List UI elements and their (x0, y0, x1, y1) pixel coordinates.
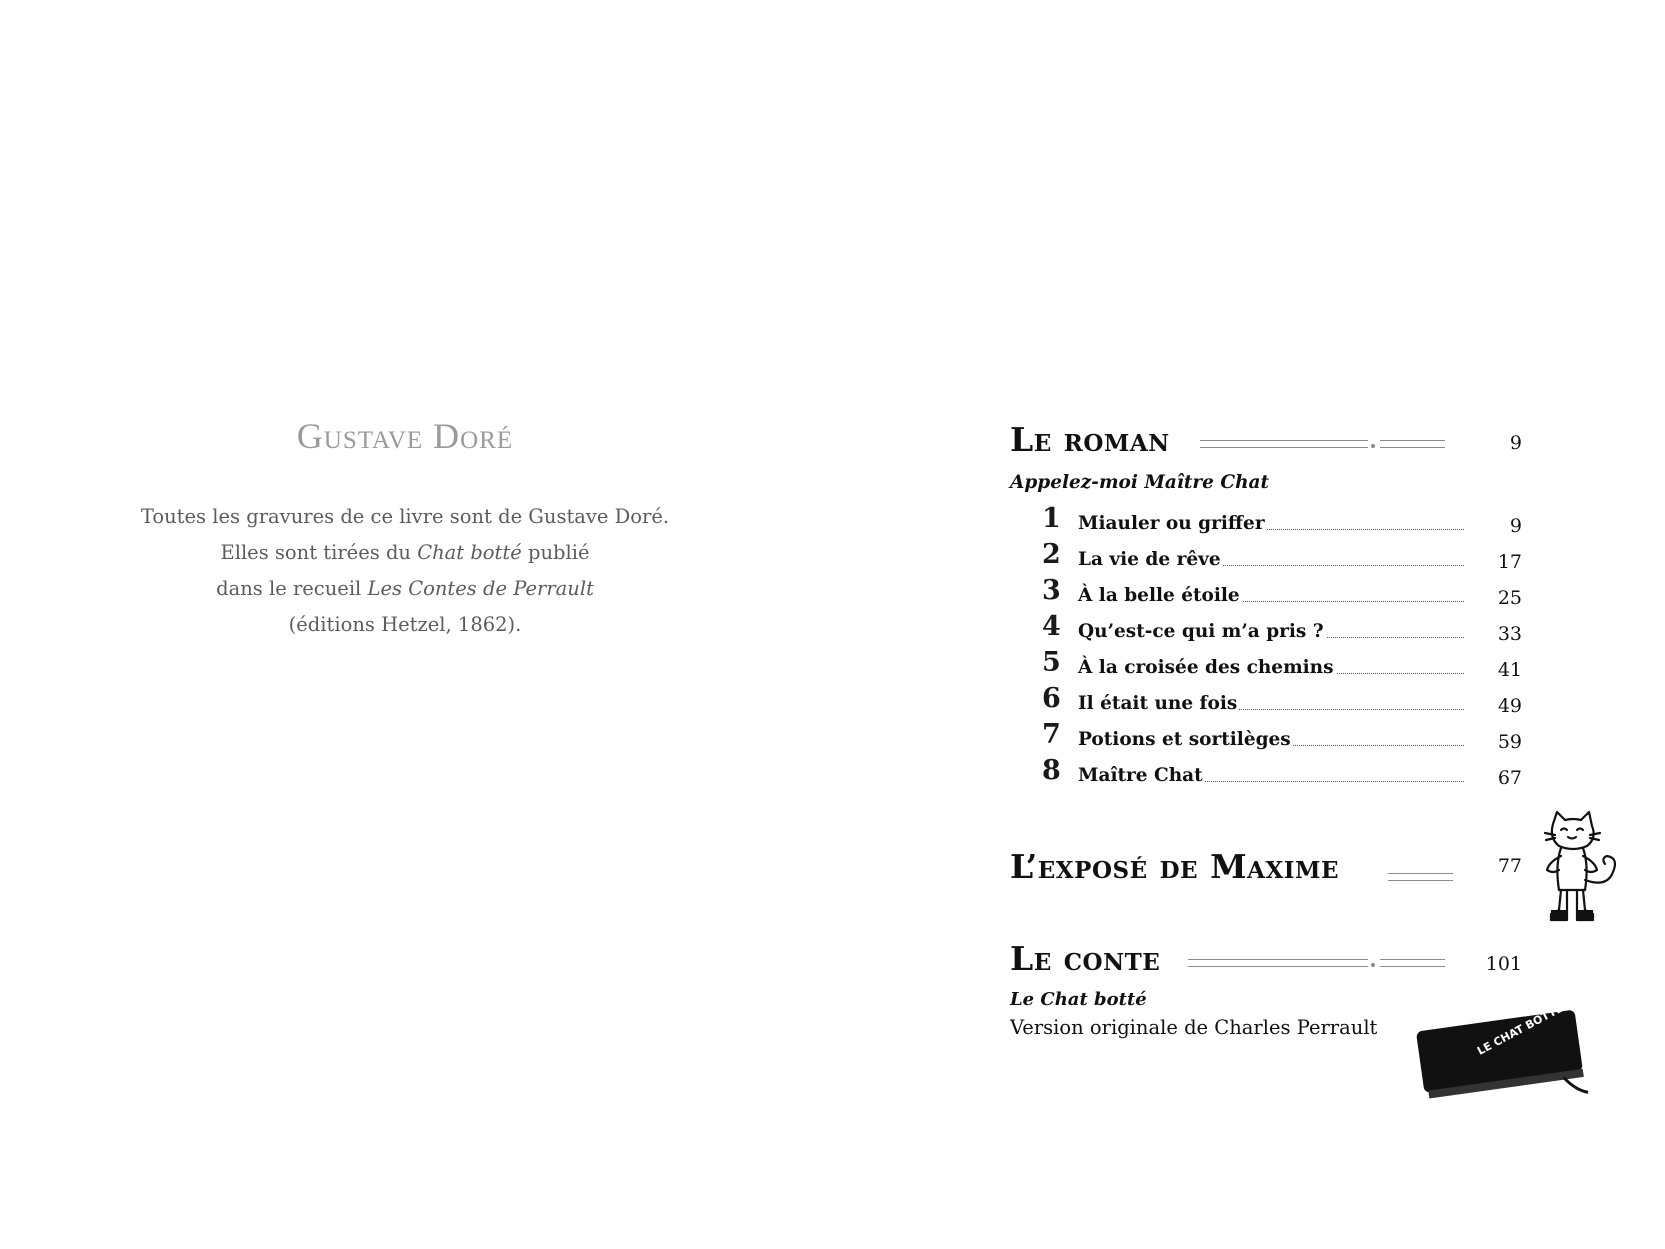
book-drawing (1410, 1000, 1595, 1110)
conte-description: Version originale de Charles Perrault (1010, 1016, 1378, 1039)
chapter-number: 1 (1042, 503, 1061, 534)
table-of-contents (1010, 420, 1630, 1039)
chapter-page: 9 (1509, 515, 1522, 537)
chapter-number: 3 (1042, 575, 1061, 606)
credit-line-1: Toutes les gravures de ce livre sont de Gustave Doré. (140, 505, 670, 528)
chapter-title: À la croisée des chemins (1078, 657, 1334, 678)
chapter-title: À la belle étoile (1078, 585, 1240, 606)
chapter-page: 49 (1497, 695, 1522, 717)
chapter-page: 67 (1497, 767, 1522, 789)
section-title-expose: L’exposé de Maxime (1010, 847, 1340, 886)
credit-line-3 (100, 571, 710, 607)
section-rule (1188, 959, 1368, 967)
chapter-number: 8 (1042, 755, 1061, 786)
section-rule (1200, 440, 1368, 448)
chapter-row[interactable] (1010, 611, 1630, 653)
left-page (100, 415, 710, 643)
chapter-title: Il était une fois (1078, 693, 1238, 714)
credit-line-2-end: publié (521, 541, 590, 564)
chapter-page: 25 (1497, 587, 1522, 609)
toc-section-conte[interactable] (1010, 939, 1630, 983)
section-rule (1380, 440, 1445, 448)
book-cover-text: LE CHAT BOTTÉ (1475, 1001, 1566, 1058)
chapter-row[interactable] (1010, 755, 1630, 797)
credit-line-2-italic: Chat botté (417, 541, 522, 564)
chapter-row[interactable] (1010, 647, 1630, 689)
chapter-title: La vie de rêve (1078, 549, 1221, 570)
chapter-page: 41 (1497, 659, 1522, 681)
chapter-page: 59 (1497, 731, 1522, 753)
chapter-page: 33 (1497, 623, 1522, 645)
conte-subtitle: Le Chat botté (1010, 989, 1147, 1010)
rule-dot (1371, 444, 1375, 448)
chapter-row[interactable] (1010, 683, 1630, 725)
chapter-title: Potions et sortilèges (1078, 729, 1291, 750)
chapter-number: 2 (1042, 539, 1061, 570)
chapter-number: 7 (1042, 719, 1061, 750)
chapter-row[interactable] (1010, 503, 1630, 545)
section-page-roman: 9 (1509, 432, 1522, 454)
chapter-number: 4 (1042, 611, 1061, 642)
credit-line-2-text: Elles sont tirées du (220, 541, 418, 564)
roman-subtitle: Appelez-moi Maître Chat (1010, 472, 1270, 493)
chapter-number: 5 (1042, 647, 1061, 678)
chapter-row[interactable] (1010, 575, 1630, 617)
section-title-conte: Le conte (1010, 939, 1161, 978)
credit-line-2 (100, 535, 710, 571)
chapter-title: Maître Chat (1078, 765, 1203, 786)
chapter-row[interactable] (1010, 539, 1630, 581)
credit-title: Gustave Doré (296, 416, 514, 456)
credit-line-4: (éditions Hetzel, 1862). (288, 613, 522, 636)
chapter-title: Qu’est-ce qui m’a pris ? (1078, 621, 1324, 642)
section-rule (1388, 873, 1453, 881)
chapter-title: Miauler ou griffer (1078, 513, 1265, 534)
section-page-expose: 77 (1497, 855, 1522, 877)
section-title-roman: Le roman (1010, 420, 1170, 459)
toc-section-roman[interactable] (1010, 420, 1630, 464)
chapter-number: 6 (1042, 683, 1061, 714)
cat-drawing (1535, 810, 1625, 930)
credit-line-3-italic: Les Contes de Perrault (367, 577, 594, 600)
credit-line-3-text: dans le recueil (216, 577, 368, 600)
section-rule (1380, 959, 1445, 967)
chapter-list (1010, 503, 1630, 797)
rule-dot (1371, 963, 1375, 967)
chapter-row[interactable] (1010, 719, 1630, 761)
section-page-conte: 101 (1485, 953, 1522, 975)
chapter-page: 17 (1497, 551, 1522, 573)
